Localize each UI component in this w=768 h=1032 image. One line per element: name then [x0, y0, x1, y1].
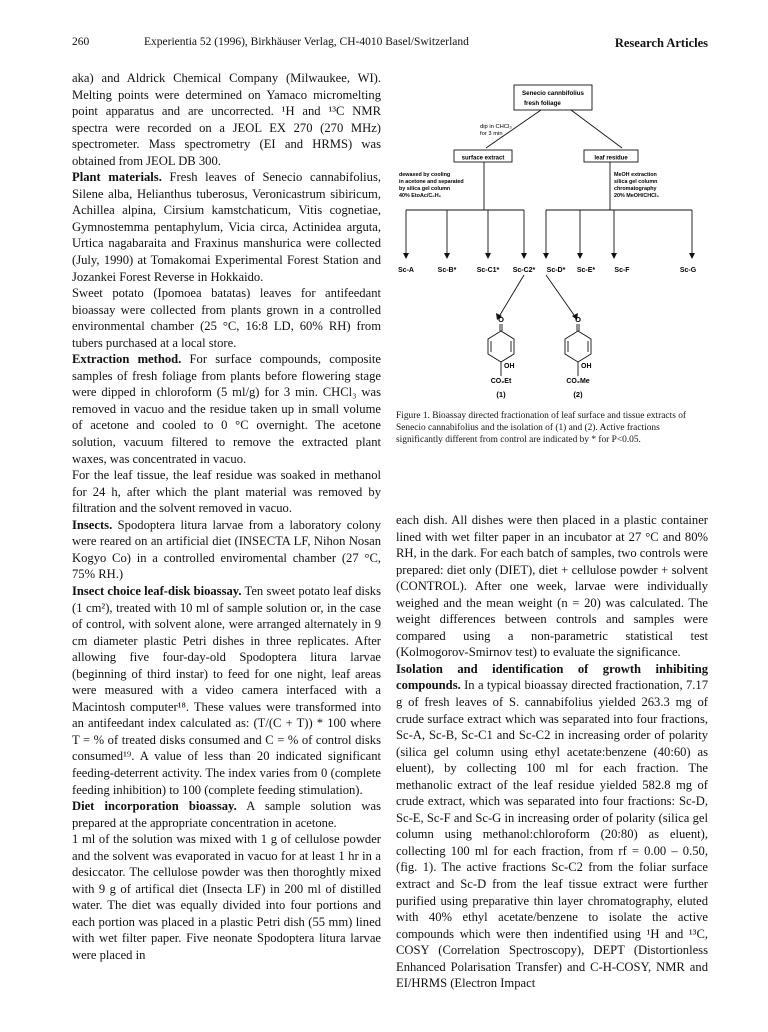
- paragraph: [396, 661, 708, 992]
- paragraph: Sweet potato (Ipomoea batatas) leaves for antifeedant bioassay were collected from plants grown in a controlled environmental chamber (25 °C, 16:8 LD, 60% RH) from tubers purchased at a local store.: [72, 286, 381, 350]
- run-in-heading: Diet incorporation bioassay.: [72, 799, 237, 814]
- page-header: [72, 36, 708, 54]
- paragraph: each dish. All dishes were then placed in a plastic container lined with wet filter paper in an incubator at 27 °C and 80% RH, in the dark. For each batch of samples, two controls were prepared: diet only (DIET), diet + cellulose powder + solvent (CONTROL). After one week, larvae were individually weighed and the mean weight (n = 20) was calculated. The weight differences between controls and samples were compared using a non-parametric statistical test (Kolmogorov-Smirnov test) to evaluate the significance.: [396, 513, 708, 660]
- left-note-line: in acetone and separated: [399, 179, 464, 185]
- section-title: Research Articles: [614, 36, 708, 50]
- run-in-heading: Insects.: [72, 517, 113, 532]
- compound-2-ester: CO₂Me: [566, 378, 590, 385]
- figure-caption: [396, 410, 708, 447]
- paragraph: 1 ml of the solution was mixed with 1 g of cellulose powder and the solvent was evaporated in vacuo for at least 1 hr in a desiccator. The cellulose powder was then thoroghtly mixed with 9 g of artifical diet (Insecta LF) in 200 ml of distilled water. The diet was equally divided into four portions and each portion was placed in a plastic Petri dish (55 mm) lined with wet filter paper. Five neonate Spodoptera litura larvae were placed in: [72, 832, 381, 962]
- fraction-label: Sc-A: [398, 267, 414, 274]
- dip-label-line2: for 3 min: [480, 131, 503, 137]
- paragraph: [72, 169, 381, 285]
- left-note-line: by silica gel column: [399, 186, 451, 192]
- fraction-label: Sc-E*: [576, 267, 596, 274]
- compound-1-label: (1): [496, 390, 506, 399]
- paragraph-text: A sample solution was prepared at the appropriate concentration in acetone.: [72, 799, 381, 830]
- paragraph-text: In a typical bioassay directed fractionation, 7.17 g of fresh leaves of S. cannabifolius yielded 263.3 mg of crude surface extract which was separated into four fractions, Sc-A, Sc-B, Sc-C1 and Sc-C2 in increasing order of polarity (silica gel column using ethyl acetate:benzene (40:60) as eluent), by collecting 100 ml for each fraction. The methanolic extract of the leaf residue yielded 582.8 mg of crude extract, which was separated into four fractions: Sc-D, Sc-E, Sc-F and Sc-G in increasing order of polarity (silica gel column using methanol:chloroform (20:80) as eluent), collecting 100 ml for each fraction, from rf = 0.00 – 0.50, (fig. 1). The active fractions Sc-C2 from the foliar surface extract and Sc-D from the leaf tissue extract were further purified using preparative thin layer chromatography, eluted with 40% ethyl acetate/benzene to isolate the active compounds which were then indentified using ¹H and ¹³C, COSY (Correlation Spectroscopy), DEPT (Distortionless Enhanced Polarisation Transfer) and C-H-COSY, NMR and EI/HRMS (Electron Impact: [396, 678, 708, 991]
- top-box-line1: Senecio cannbifolius: [522, 90, 584, 97]
- paragraph: For the leaf tissue, the leaf residue was soaked in methanol for 24 h, after which the plant material was removed by filtration and the solvent removed in vacuo.: [72, 468, 381, 516]
- fraction-label: Sc-C2*: [512, 267, 536, 274]
- compound-2-oh: OH: [581, 363, 592, 370]
- paragraph: [72, 351, 381, 467]
- figure-1-diagram: [396, 70, 708, 405]
- fraction-label: Sc-C1*: [476, 267, 500, 274]
- right-column: [396, 512, 708, 992]
- fraction-label: Sc-B*: [437, 267, 457, 274]
- top-box-line2: fresh foliage: [524, 100, 561, 107]
- paragraph: [72, 517, 381, 583]
- compound-1-structure: [488, 315, 515, 399]
- surface-extract-box: surface extract: [461, 155, 505, 162]
- run-in-heading: Insect choice leaf-disk bioassay.: [72, 583, 242, 598]
- right-note-line: MeOH extraction: [614, 172, 657, 178]
- right-note-line: silica gel column: [614, 179, 658, 185]
- fraction-label: Sc-D*: [546, 267, 566, 274]
- paragraph: [72, 798, 381, 831]
- caption-text: Figure 1. Bioassay directed fractionation of leaf surface and tissue extracts of Senecio cannabifolius and the isolation of (1) and (2). Active fractions significantly different from control are indicated by * for P<0.05.: [396, 411, 686, 446]
- left-note-line: 40% EtoAc/C₆H₆: [399, 193, 442, 199]
- paragraph-text: Ten sweet potato leaf disks (1 cm²), treated with 10 ml of sample solution or, in the case of control, with solvent alone, were arranged alternately in 9 cm diameter plastic Petri dishes in three replicates. After allowing five four-day-old Spodoptera litura larvae (beginning of third instar) to feed for one night, leaf areas were measured with a video camera interfaced with a Macintosh computer¹⁸. These values were transformed into an antifeedant index calculated as: (T/(C + T)) * 100 where T = % of treated disks consumed and C = % of control disks consumed¹⁹. A value of less than 20 indicated significant feeding-deterrent activity. The index varies from 0 (complete feeding inhibition) to 100 (complete feeding stimulation).: [72, 583, 382, 797]
- left-note-line: dewaxed by cooling: [399, 172, 451, 178]
- journal-citation: Experientia 52 (1996), Birkhäuser Verlag, CH-4010 Basel/Switzerland: [144, 36, 469, 48]
- paragraph: [72, 583, 381, 798]
- fraction-label: Sc-G: [679, 267, 697, 274]
- run-in-heading: Extraction method.: [72, 352, 182, 367]
- leaf-residue-box: leaf residue: [594, 155, 628, 162]
- paragraph-text: For surface compounds, composite samples of fresh foliage from plants before flowering stage were dipped in chloroform (5 ml/g) for 3 min. CHCl₃ was removed in vacuo and the residue taken up in small volume of acetone and cooled to 0 °C overnight. The acetone solution, vacuum filtered to remove the extracted plant waxes, was concentrated in vacuo.: [72, 352, 381, 466]
- dip-label-line1: dip in CHCl₃: [480, 124, 512, 130]
- page-number: 260: [72, 36, 90, 48]
- compound-2-label: (2): [573, 390, 583, 399]
- compound-2-ketone-o: O: [575, 315, 581, 324]
- right-note-line: chromatography: [614, 186, 657, 192]
- fraction-label: Sc-F: [614, 267, 630, 274]
- compound-1-oh: OH: [504, 363, 515, 370]
- right-note-line: 20% MeOH/CHCl₃: [614, 193, 660, 199]
- paragraph-text: Fresh leaves of Senecio cannabifolius, Silene alba, Helianthus tuberosus, Veronicastrum sibiricum, Achillea alpina, Cirsium kamstchaticum, Vitis cognetiae, Gymnostemma pentaphylum, Vicia circa, Actinidea arguta, Urtica nagabaraita and Fraxinus manshurica were collected (July, 1990) at Tomakomai Experimental Forest Station and Jozankei Forest Reverse in Hokkaido.: [72, 170, 381, 284]
- compound-1-ester: CO₂Et: [490, 378, 512, 385]
- left-column: [72, 70, 381, 964]
- compound-2-structure: [565, 315, 592, 399]
- paragraph: aka) and Aldrick Chemical Company (Milwaukee, WI). Melting points were determined on Yamaco micromelting point apparatus and are uncorrected. ¹H and ¹³C NMR spectra were recorded on a JEOL EX 270 (270 MHz) spectrometer. Mass spectrometry (EI and HRMS) was obtained from JEOL DB 300.: [72, 71, 381, 168]
- run-in-heading: Plant materials.: [72, 170, 162, 185]
- run-in-heading: Isolation and identification of growth inhibiting compounds.: [396, 661, 708, 693]
- paragraph-text: Spodoptera litura larvae from a laboratory colony were reared on an artificial diet (INSECTA LF, Nihon Nosan Kogyo Co) in a controlled enviromental chamber (27 °C, 75% RH.): [72, 517, 382, 582]
- compound-1-ketone-o: O: [498, 315, 504, 324]
